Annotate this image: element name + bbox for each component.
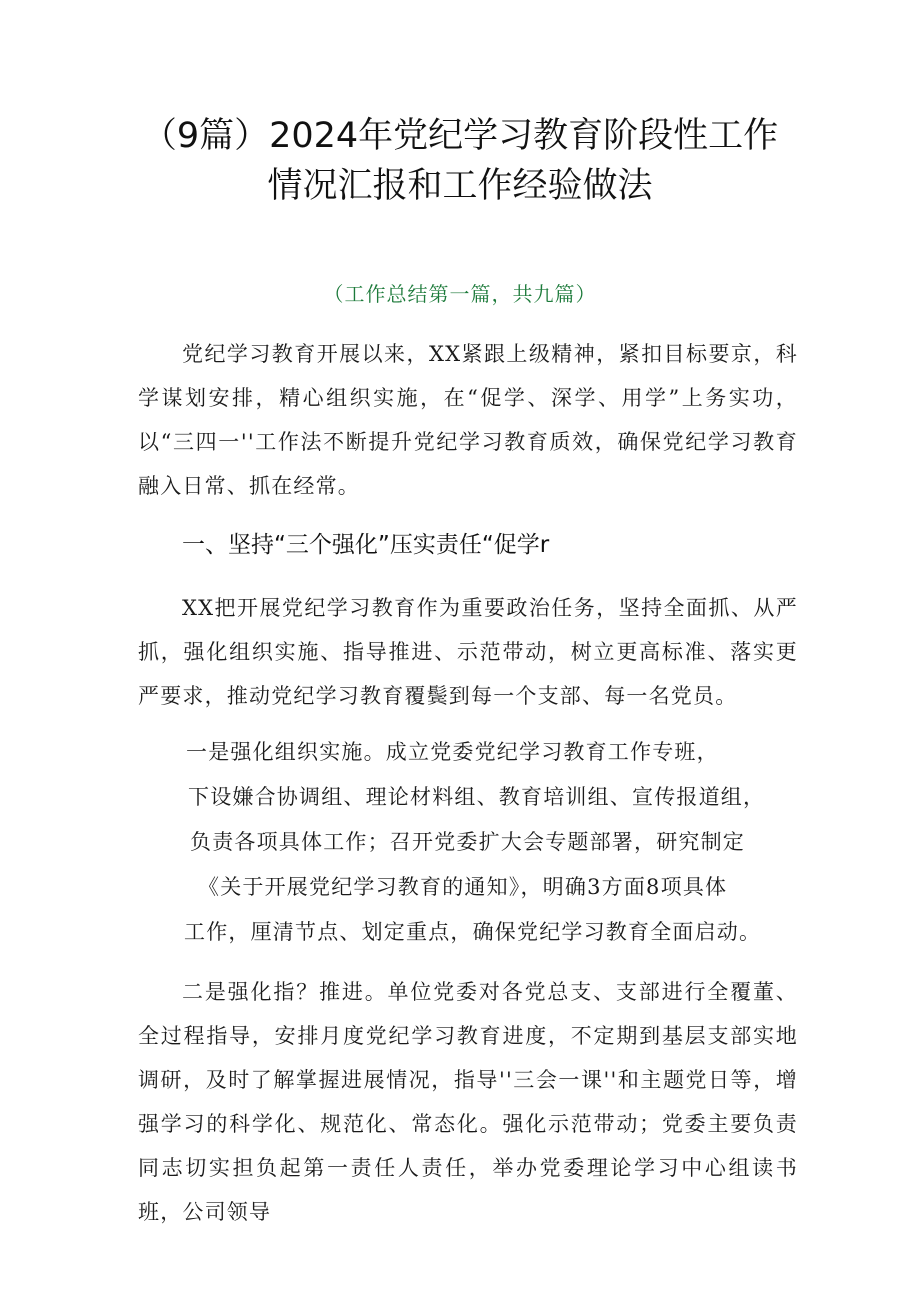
paragraph-two: 二是强化指？推进。单位党委对各党总支、支部进行全覆董、全过程指导，安排月度党纪学习教育进度，不定期到基层支部实地调研，及时了解掌握进展情况，指导''三会一课''和主题党日等，增强学习的科学化、规范化、常态化。强化示范带动；党委主要负责同志切实担负起第一责任人责任，举办党委理论学习中心组读书班，公司领导 xyxy=(138,980,798,1224)
intro-paragraph: 党纪学习教育开展以来，XX紧跟上级精神，紧扣目标要京，科学谋划安排，精心组织实施，在“促学、深学、用学”上务实功，以“三四一''工作法不断提升党纪学习教育质效，确保党纪学习教育融入日常、抓在经常。 xyxy=(138,342,798,498)
block-line: 一是强化组织实施。成立党委党纪学习教育工作专班， xyxy=(186,740,719,764)
section-heading-1: 一、坚持“三个强化”压实责任“促学r xyxy=(182,532,550,558)
document-title-line-1: （9篇）2024年党纪学习教育阶段性工作 xyxy=(141,116,779,156)
document-title-line-2: 情况汇报和工作经验做法 xyxy=(267,166,653,206)
block-line: 下设嫌合协调组、理论材料组、教育培训组、宣传报道组， xyxy=(188,785,766,809)
block-line: 《关于开展党纪学习教育的通知》，明确3方面8项具体 xyxy=(198,875,728,899)
document-subtitle: （工作总结第一篇，共九篇） xyxy=(323,282,597,306)
block-line: 工作，厘清节点、划定重点，确保党纪学习教育全面启动。 xyxy=(184,920,762,944)
block-line: 负责各项具体工作；召开党委扩大会专题部署，研究制定 xyxy=(190,830,745,854)
section-1-paragraph: XX把开展党纪学习教育作为重要政治任务，坚持全面抓、从严抓，强化组织实施、指导推进、示范带动，树立更高标准、落实更严要求，推动党纪学习教育覆鬓到每一个支部、每一名党员。 xyxy=(138,596,798,708)
